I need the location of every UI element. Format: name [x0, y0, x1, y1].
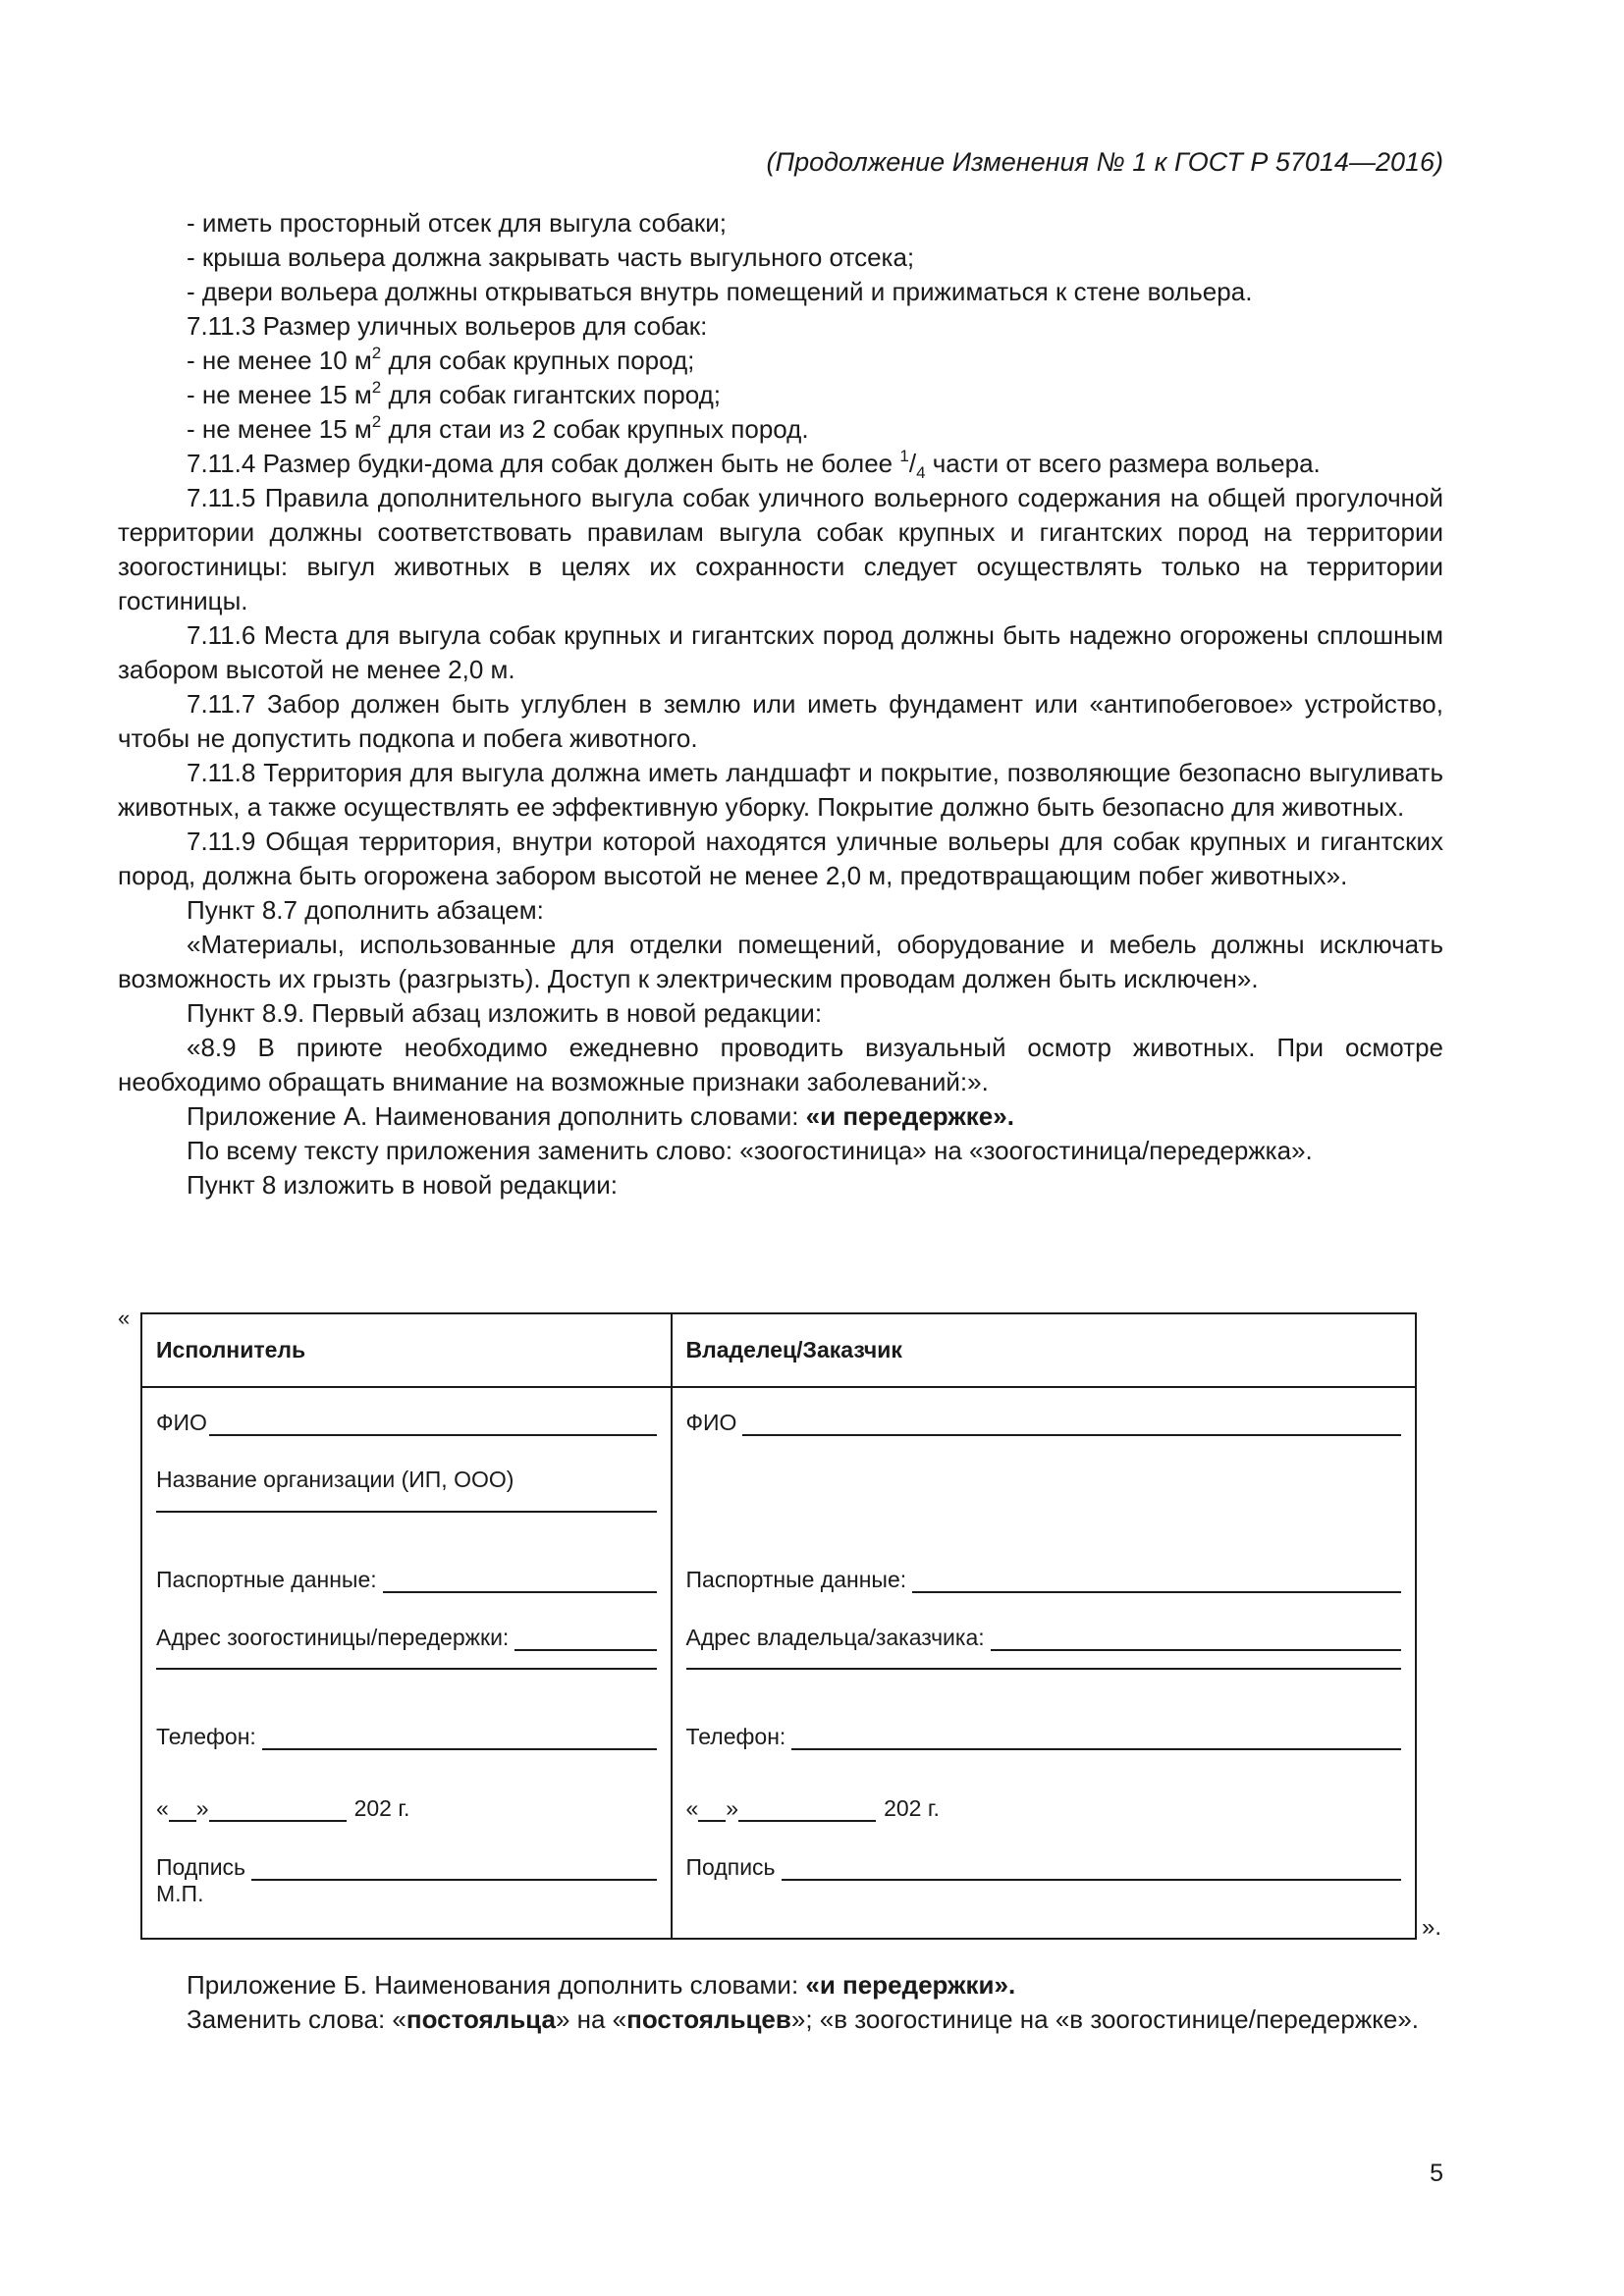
clause-7-11-8: 7.11.8 Территория для выгула должна иметь ландшафт и покрытие, позволяющие безопасно выгуливать животных, а также осуществлять ее эффективную уборку. Покрытие должно быть безопасно для животных.: [118, 758, 1443, 822]
executor-cell: [141, 1387, 672, 1939]
clause-7-11-4: 7.11.4 Размер будки-дома для собак должен быть не более $^1/_4$ части от всего размера вольера.: [187, 447, 1321, 482]
page-number: 5: [1430, 2160, 1443, 2187]
appendix-b-replace: Заменить слова: «постояльца» на «постояльцев»; «в зоогостинице на «в зоогостинице/передержке».: [187, 2004, 1420, 2034]
list-item: - не менее 10 $м^2$ для собак крупных пород;: [187, 344, 695, 375]
clause-7-11-5: 7.11.5 Правила дополнительного выгула собак уличного вольерного содержания на общей прогулочной территории должны соответствовать правилам выгула собак крупных и гигантских пород на территории зоогостиницы: выгул животных в целях их сохранности следует осуществлять только на территории гостиницы.: [118, 483, 1443, 615]
org-field[interactable]: [156, 1511, 657, 1513]
appendix-a-instruction: Приложение А. Наименования дополнить словами: «и передержке».: [187, 1101, 1014, 1131]
fio-field[interactable]: ФИО: [686, 1410, 1402, 1436]
instruction-8-7: Пункт 8.7 дополнить абзацем:: [187, 895, 544, 925]
quote-8-9: «8.9 В приюте необходимо ежедневно проводить визуальный осмотр животных. При осмотре необходимо обращать внимание на возможные признаки заболеваний:».: [118, 1033, 1443, 1096]
list-item: - двери вольера должны открываться внутрь помещений и прижиматься к стене вольера.: [187, 277, 1253, 306]
clause-7-11-3: 7.11.3 Размер уличных вольеров для собак:: [187, 311, 708, 341]
document-body: [118, 206, 1443, 1202]
date-field[interactable]: « » 202 г.: [156, 1795, 410, 1821]
item-8-instruction: Пункт 8 изложить в новой редакции:: [187, 1170, 619, 1200]
contract-form-table: [140, 1312, 1417, 1940]
appendix-a-replace: По всему тексту приложения заменить слово: «зоогостиница» на «зоогостиница/передержка».: [187, 1136, 1313, 1165]
passport-field[interactable]: Паспортные данные:: [686, 1567, 1402, 1593]
instruction-8-9: Пункт 8.9. Первый абзац изложить в новой редакции:: [187, 998, 823, 1028]
list-item: - не менее 15 $м^2$ для собак гигантских пород;: [187, 378, 721, 409]
date-field[interactable]: « » 202 г.: [685, 1795, 940, 1821]
appendix-b-instruction: Приложение Б. Наименования дополнить словами: «и передержки».: [187, 1970, 1016, 2000]
address-field[interactable]: Адрес зоогостиницы/передержки:: [156, 1625, 657, 1651]
address-field-line2[interactable]: [156, 1668, 657, 1670]
phone-field[interactable]: Телефон:: [686, 1724, 1402, 1750]
document-body-after-form: [118, 1968, 1443, 2037]
column-header-executor: Исполнитель: [141, 1313, 672, 1387]
clause-7-11-7: 7.11.7 Забор должен быть углублен в землю или иметь фундамент или «антипобеговое» устройство, чтобы не допустить подкопа и побега животного.: [118, 689, 1443, 753]
list-item: - крыша вольера должна закрывать часть выгульного отсека;: [187, 242, 915, 272]
clause-7-11-9: 7.11.9 Общая территория, внутри которой находятся уличные вольеры для собак крупных и гигантских пород, должна быть огорожена забором высотой не менее 2,0 м, предотвращающим побег животных».: [118, 827, 1443, 890]
running-header: (Продолжение Изменения № 1 к ГОСТ Р 57014—2016): [766, 147, 1443, 177]
phone-field[interactable]: Телефон:: [156, 1724, 657, 1750]
column-header-owner: Владелец/Заказчик: [672, 1313, 1417, 1387]
signature-field[interactable]: Подпись: [156, 1854, 657, 1881]
fio-field[interactable]: ФИО: [156, 1410, 657, 1436]
list-item: - иметь просторный отсек для выгула собаки;: [187, 208, 727, 238]
quote-8-7: «Материалы, использованные для отделки помещений, оборудование и мебель должны исключать возможность их грызть (разгрызть). Доступ к электрическим проводам должен быть исключен».: [118, 930, 1443, 993]
closing-quote: ».: [1422, 1914, 1442, 1941]
stamp-label: М.П.: [156, 1881, 204, 1906]
signature-field[interactable]: Подпись: [686, 1854, 1402, 1881]
clause-7-11-6: 7.11.6 Места для выгула собак крупных и гигантских пород должны быть надежно огорожены сплошным забором высотой не менее 2,0 м.: [118, 620, 1443, 684]
opening-quote: «: [118, 1306, 131, 1330]
owner-cell: [672, 1387, 1417, 1939]
passport-field[interactable]: Паспортные данные:: [156, 1567, 657, 1593]
address-field-line2[interactable]: [686, 1668, 1402, 1670]
address-field[interactable]: Адрес владельца/заказчика:: [686, 1625, 1402, 1651]
org-label: Название организации (ИП, ООО): [156, 1467, 514, 1492]
list-item: - не менее 15 $м^2$ для стаи из 2 собак крупных пород.: [187, 412, 809, 444]
